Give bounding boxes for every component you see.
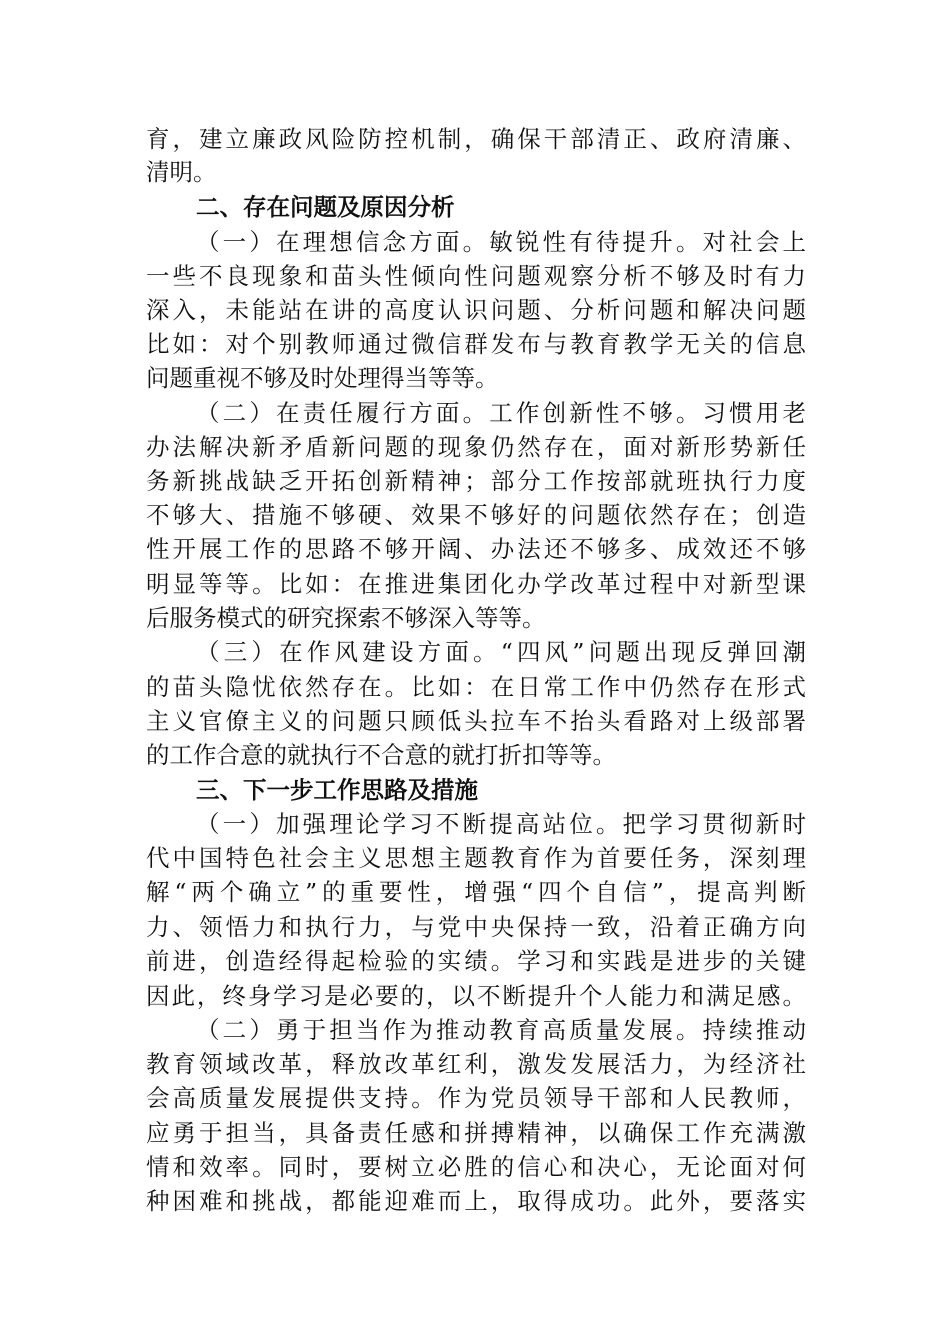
text-line: 比如：对个别教师通过微信群发布与教育教学无关的信息 xyxy=(146,330,806,358)
text-line: 育，建立廉政风险防控机制，确保干部清正、政府清廉、 xyxy=(146,125,806,153)
text-line: 性开展工作的思路不够开阔、办法还不够多、成效还不够 xyxy=(146,535,806,563)
text-line: 代中国特色社会主义思想主题教育作为首要任务，深刻理 xyxy=(146,844,806,872)
text-line: 深入，未能站在讲的高度认识问题、分析问题和解决问题 xyxy=(146,296,806,324)
text-line: 不够大、措施不够硬、效果不够好的问题依然存在；创造 xyxy=(146,501,806,529)
text-line: 后服务模式的研究探索不够深入等等。 xyxy=(146,604,546,632)
section-heading: 三、下一步工作思路及措施 xyxy=(196,776,478,804)
text-line: 的工作合意的就执行不合意的就打折扣等等。 xyxy=(146,741,616,769)
paragraph-first-line: （二）勇于担当作为推动教育高质量发展。持续推动 xyxy=(196,1016,806,1044)
text-line: 情和效率。同时，要树立必胜的信心和决心，无论面对何 xyxy=(146,1153,806,1181)
paragraph-first-line: （二）在责任履行方面。工作创新性不够。习惯用老 xyxy=(196,399,806,427)
text-line: 前进，创造经得起检验的实绩。学习和实践是进步的关键 xyxy=(146,947,806,975)
text-line: 务新挑战缺乏开拓创新精神；部分工作按部就班执行力度 xyxy=(146,467,806,495)
text-line: 问题重视不够及时处理得当等等。 xyxy=(146,364,499,392)
text-line: 会高质量发展提供支持。作为党员领导干部和人民教师， xyxy=(146,1084,806,1112)
text-line: 应勇于担当，具备责任感和拼搏精神，以确保工作充满激 xyxy=(146,1119,806,1147)
text-line: 力、领悟力和执行力，与党中央保持一致，沿着正确方向 xyxy=(146,913,806,941)
section-heading: 二、存在问题及原因分析 xyxy=(196,193,455,221)
text-line: 解“两个确立”的重要性，增强“四个自信”，提高判断 xyxy=(146,878,806,906)
text-line: 主义官僚主义的问题只顾低头拉车不抬头看路对上级部署 xyxy=(146,707,806,735)
text-line: 因此，终身学习是必要的，以不断提升个人能力和满足感。 xyxy=(146,982,806,1010)
text-line: 清明。 xyxy=(146,158,217,186)
paragraph-first-line: （一）在理想信念方面。敏锐性有待提升。对社会上 xyxy=(196,228,806,256)
text-line: 种困难和挑战，都能迎难而上，取得成功。此外，要落实 xyxy=(146,1187,806,1215)
paragraph-first-line: （一）加强理论学习不断提高站位。把学习贯彻新时 xyxy=(196,810,806,838)
text-line: 教育领域改革，释放改革红利，激发发展活力，为经济社 xyxy=(146,1050,806,1078)
text-line: 办法解决新矛盾新问题的现象仍然存在，面对新形势新任 xyxy=(146,433,806,461)
text-line: 一些不良现象和苗头性倾向性问题观察分析不够及时有力 xyxy=(146,262,806,290)
text-line: 的苗头隐忧依然存在。比如：在日常工作中仍然存在形式 xyxy=(146,673,806,701)
paragraph-first-line: （三）在作风建设方面。“四风”问题出现反弹回潮 xyxy=(196,638,806,666)
text-line: 明显等等。比如：在推进集团化办学改革过程中对新型课 xyxy=(146,570,806,598)
